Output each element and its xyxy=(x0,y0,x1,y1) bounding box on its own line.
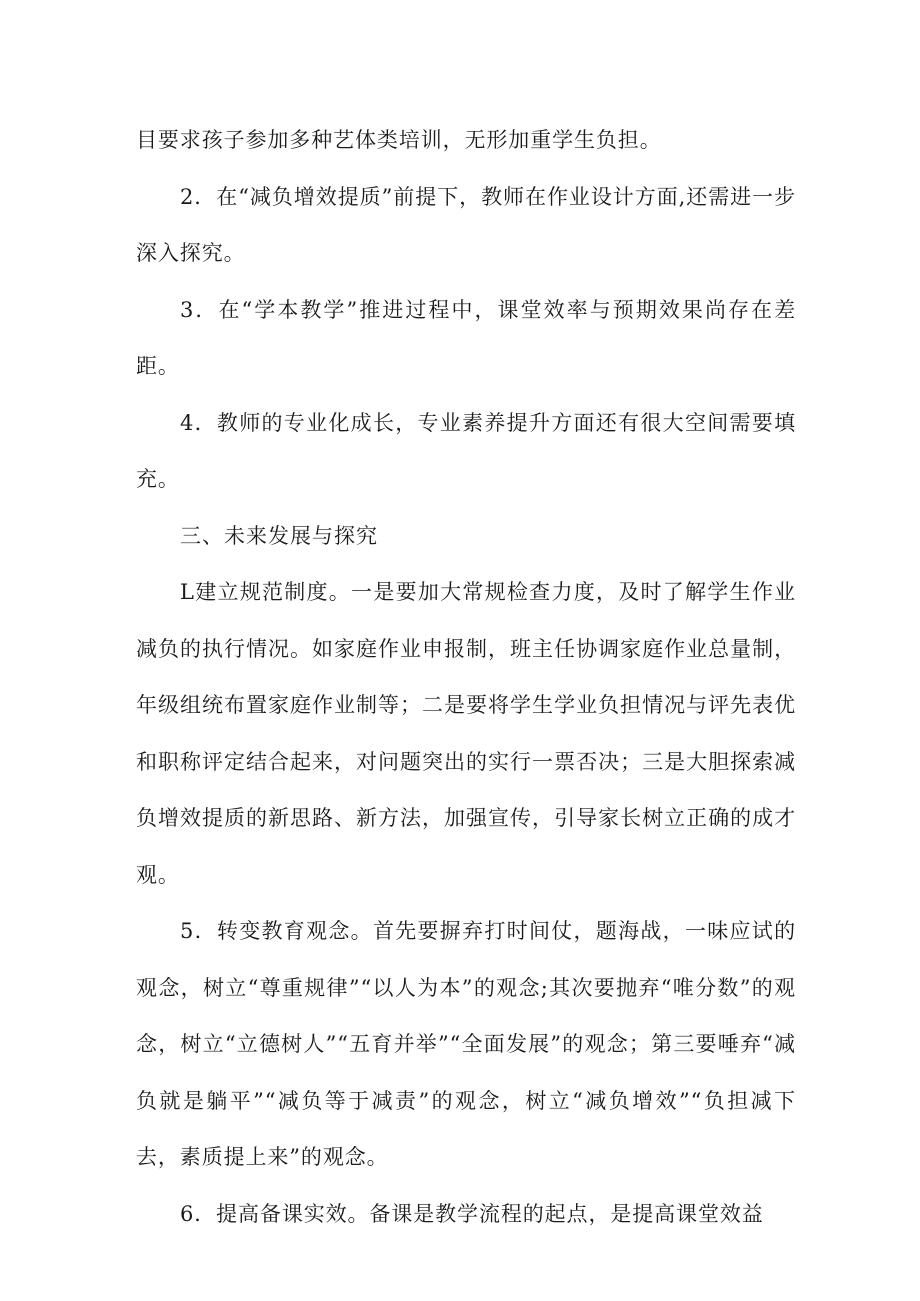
section-heading: 三、未来发展与探究 xyxy=(180,523,378,548)
paragraph-item-6: 6．提高备课实效。备课是教学流程的起点，是提高课堂效益 xyxy=(180,1201,764,1226)
paragraph-item-2: 2．在“减负增效提质”前提下，教师在作业设计方面,还需进一步深入探究。 xyxy=(136,184,796,265)
paragraph-item-1: L建立规范制度。一是要加大常规检查力度，及时了解学生作业减负的执行情况。如家庭作业申报制，班主任协调家庭作业总量制，年级组统布置家庭作业制等；二是要将学生学业负担情况与评先表优和职称评定结合起来，对问题突出的实行一票否决；三是大胆探索减负增效提质的新思路、新方法，加强宣传，引导家长树立正确的成才观。 xyxy=(136,580,796,887)
paragraph-item-5: 5．转变教育观念。首先要摒弃打时间仗，题海战，一味应试的观念，树立“尊重规律”“以人为本”的观念;其次要抛弃“唯分数”的观念，树立“立德树人”“五育并举”“全面发展”的观念；第三要唾弃“减负就是躺平”“减负等于减责”的观念，树立“减负增效”“负担减下去，素质提上来”的观念。 xyxy=(136,919,796,1169)
paragraph-item-4: 4．教师的专业化成长，专业素养提升方面还有很大空间需要填充。 xyxy=(136,410,796,491)
document-page xyxy=(136,112,796,1242)
paragraph-item-3: 3．在“学本教学”推进过程中，课堂效率与预期效果尚存在差距。 xyxy=(136,297,796,378)
paragraph-continuation: 目要求孩子参加多种艺体类培训，无形加重学生负担。 xyxy=(136,128,662,152)
